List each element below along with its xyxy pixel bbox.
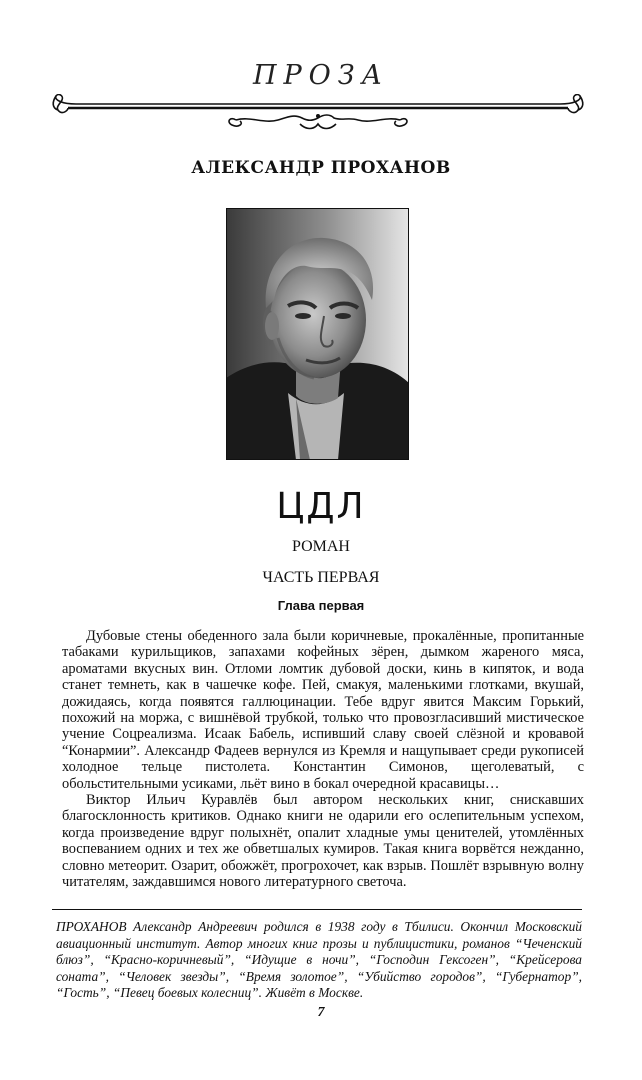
chapter-heading: Глава первая <box>277 598 365 613</box>
author-photo <box>226 208 409 460</box>
paragraph: Виктор Ильич Куравлёв был автором нескольких книг, снискавших благосклонность критиков. Однако книги не одарили его ослепительным успехом, когда произведение вдруг полыхнёт, опалит хладные умы ценителей, утомлённых воспеванием одних и тех же обветшалых кумиров. Такая книга ворвётся нежданно, словно метеорит. Озарит, обожжёт, прогрохочет, как взрыв. Пошлёт взрывную волну читателям, заждавшимся нового литературного светоча. <box>62 792 584 891</box>
paragraph: Дубовые стены обеденного зала были коричневые, прокалённые, пропитанные табаками курильщиков, запахами кофейных зёрен, дымком жареного мяса, ароматами вкусных вин. Отломи ломтик дубовой доски, кинь в кипяток, и вода станет темнеть, как в чашечке кофе. Пей, смакуя, маленькими глотками, вкушай, дожидаясь, когда появятся галлюцинации. Тебе вдруг явится Максим Горький, похожий на моржа, с вишнёвой трубкой, только что провозгласивший мистическое учение Соцреализма. Исаак Бабель, испивший славу своей слёзной и кровавой “Конармии”. Александр Фадеев вернулся из Кремля и нащупывает среди рукописей холодное тельце пистолета. Константин Симонов, щеголеватый, с обольстительными усиками, льёт вино в бокал очередной красавицы… <box>62 628 584 792</box>
work-genre: РОМАН <box>292 538 350 555</box>
footnote-divider <box>52 909 582 910</box>
author-bio-footnote: ПРОХАНОВ Александр Андреевич родился в 1938 году в Тбилиси. Окончил Московский авиационный институт. Автор многих книг прозы и публицистики, романов “Чеченский блюз”, “Красно-коричневый”, “Идущие в ночи”, “Господин Гексоген”, “Крейсерова соната”, “Человек звезды”, “Время золотое”, “Убийство городов”, “Губернатор”, “Гость”, “Певец боевых колесниц”. Живёт в Москве. <box>56 919 582 1000</box>
ornamental-divider <box>50 94 586 134</box>
page-number: 7 <box>317 1005 325 1020</box>
author-name: АЛЕКСАНДР ПРОХАНОВ <box>191 158 451 178</box>
part-heading: ЧАСТЬ ПЕРВАЯ <box>262 569 380 586</box>
section-rubric: ПРОЗА <box>252 60 390 91</box>
work-title: ЦДЛ <box>276 486 366 527</box>
body-text <box>62 628 584 891</box>
